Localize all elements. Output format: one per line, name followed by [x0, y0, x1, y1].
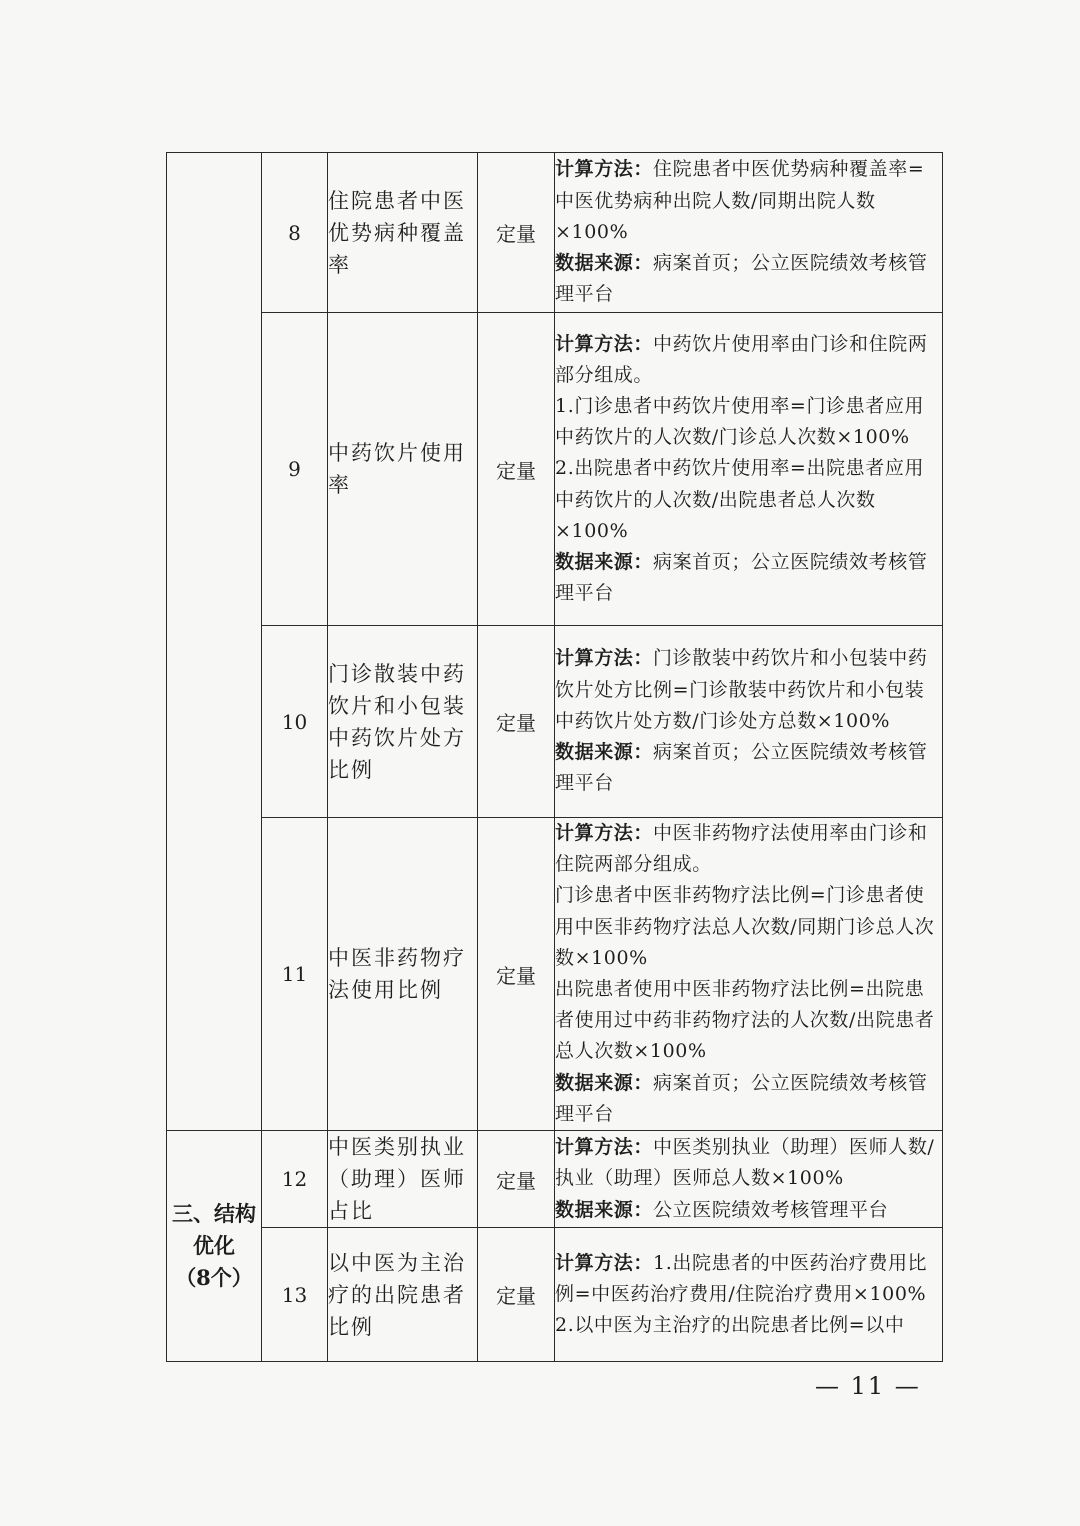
indicator-number: 8 [262, 153, 328, 313]
table-row [167, 313, 943, 626]
table-row [167, 1131, 943, 1228]
calc-step: 出院患者使用中医非药物疗法比例=出院患者使用过中药非药物疗法的人次数/出院患者总人次数×100% [555, 978, 935, 1063]
category-count: （8个） [175, 1265, 253, 1291]
data-source: 数据来源：病案首页；公立医院绩效考核管理平台 [555, 252, 928, 306]
indicator-type: 定量 [478, 153, 555, 313]
indicator-type: 定量 [478, 313, 555, 626]
indicator-name: 以中医为主治疗的出院患者比例 [328, 1228, 478, 1362]
indicator-type: 定量 [478, 1228, 555, 1362]
category-title: 优化 [193, 1233, 235, 1259]
table-row [167, 1228, 943, 1362]
data-source: 数据来源：病案首页；公立医院绩效考核管理平台 [555, 741, 928, 795]
indicator-description [555, 626, 943, 818]
calc-method: 计算方法：住院患者中医优势病种覆盖率=中医优势病种出院人数/同期出院人数×100% [555, 158, 925, 243]
indicator-number: 13 [262, 1228, 328, 1362]
calc-method: 计算方法：中医非药物疗法使用率由门诊和住院两部分组成。 [555, 822, 928, 876]
category-cell [167, 1131, 262, 1362]
calc-step: 2.出院患者中药饮片使用率=出院患者应用中药饮片的人次数/出院患者总人次数×100% [555, 457, 925, 542]
calc-method: 计算方法：门诊散装中药饮片和小包装中药饮片处方比例=门诊散装中药饮片和小包装中药饮片处方数/门诊处方总数×100% [555, 647, 928, 732]
indicator-number: 11 [262, 818, 328, 1131]
indicator-type: 定量 [478, 1131, 555, 1228]
category-cell-continued [167, 153, 262, 1131]
indicator-description [555, 1228, 943, 1362]
indicator-table [166, 152, 943, 1362]
table-row [167, 626, 943, 818]
indicator-name: 中药饮片使用率 [328, 313, 478, 626]
calc-step: 1.门诊患者中药饮片使用率=门诊患者应用中药饮片的人次数/门诊总人次数×100% [555, 394, 925, 449]
calc-step: 2.以中医为主治疗的出院患者比例=以中 [555, 1314, 905, 1337]
indicator-name: 门诊散装中药饮片和小包装中药饮片处方比例 [328, 626, 478, 818]
indicator-name: 中医非药物疗法使用比例 [328, 818, 478, 1131]
table-row [167, 153, 943, 313]
table-row [167, 818, 943, 1131]
indicator-number: 10 [262, 626, 328, 818]
calc-method: 计算方法：1.出院患者的中医药治疗费用比例=中医药治疗费用/住院治疗费用×100% [555, 1251, 928, 1305]
calc-method: 计算方法：中药饮片使用率由门诊和住院两部分组成。 [555, 332, 928, 386]
indicator-name: 住院患者中医优势病种覆盖率 [328, 153, 478, 313]
indicator-type: 定量 [478, 818, 555, 1131]
data-source: 数据来源：病案首页；公立医院绩效考核管理平台 [555, 551, 928, 605]
indicator-type: 定量 [478, 626, 555, 818]
data-source: 数据来源：公立医院绩效考核管理平台 [555, 1198, 889, 1221]
indicator-description [555, 153, 943, 313]
indicator-description [555, 818, 943, 1131]
indicator-description [555, 1131, 943, 1228]
page-number: — 11 — [815, 1372, 921, 1400]
indicator-name: 中医类别执业（助理）医师占比 [328, 1131, 478, 1228]
calc-step: 门诊患者中医非药物疗法比例=门诊患者使用中医非药物疗法总人次数/同期门诊总人次数×100% [555, 884, 935, 969]
indicator-number: 12 [262, 1131, 328, 1228]
indicator-description [555, 313, 943, 626]
data-source: 数据来源：病案首页；公立医院绩效考核管理平台 [555, 1071, 928, 1125]
calc-method: 计算方法：中医类别执业（助理）医师人数/执业（助理）医师总人数×100% [555, 1136, 935, 1190]
category-title: 三、结构 [172, 1201, 256, 1227]
indicator-number: 9 [262, 313, 328, 626]
